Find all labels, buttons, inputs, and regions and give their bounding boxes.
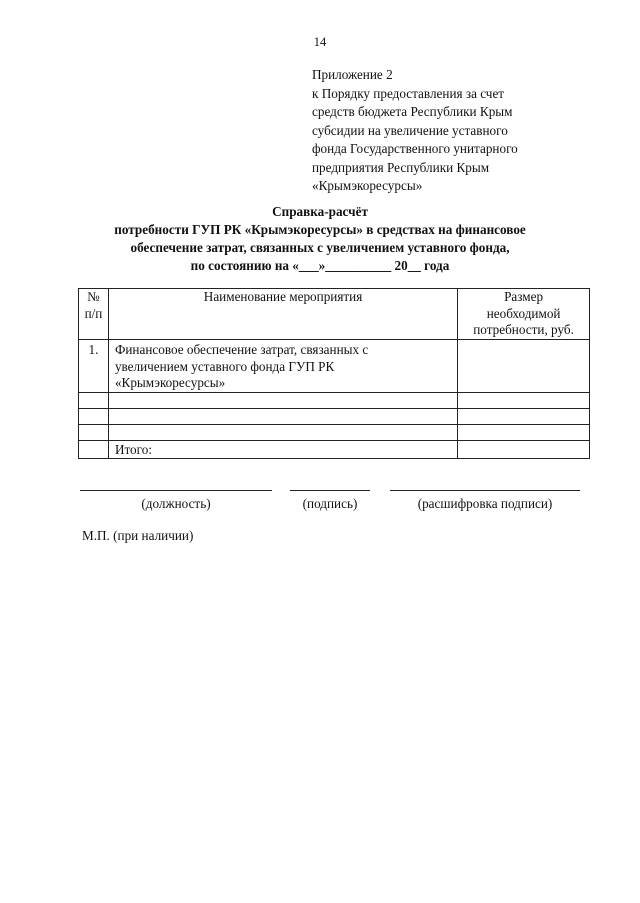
title-line: по состоянию на «___»__________ 20__ года: [190, 258, 450, 273]
table-row-empty: [79, 392, 590, 408]
row-amount: [458, 340, 590, 393]
total-label: Итого:: [114, 441, 152, 457]
appendix-line: к Порядку предоставления за счет: [312, 85, 505, 101]
empty-cell: [79, 440, 109, 459]
table-row-empty: [79, 424, 590, 440]
empty-cell: [458, 392, 590, 408]
appendix-line: «Крымэкоресурсы»: [312, 178, 423, 193]
signature-caption: (расшифровка подписи): [417, 496, 553, 511]
table-total-row: [79, 440, 590, 459]
appendix-line: средств бюджета Республики Крым: [312, 104, 513, 119]
signature-sign: [290, 490, 370, 512]
appendix-note: [312, 66, 612, 196]
empty-cell: [79, 408, 109, 424]
title-line: обеспечение затрат, связанных с увеличением уставного фонда,: [130, 240, 510, 255]
table-header-row: [79, 289, 590, 340]
header-number-line: №: [87, 289, 100, 304]
header-amount: [458, 289, 590, 340]
table-row: [79, 340, 590, 393]
header-amount-line: необходимой: [486, 305, 561, 321]
row-name-line: Финансовое обеспечение затрат, связанных с: [114, 342, 369, 357]
appendix-line: Приложение 2: [312, 67, 393, 82]
empty-cell: [79, 424, 109, 440]
document-title: [0, 203, 640, 275]
empty-cell: [79, 392, 109, 408]
empty-cell: [458, 408, 590, 424]
appendix-line: предприятия Республики Крым: [312, 159, 490, 175]
signature-caption: (должность): [141, 496, 211, 511]
header-number-line: п/п: [84, 305, 103, 321]
signature-line: [290, 490, 370, 491]
row-name: [108, 340, 457, 393]
calculation-table: [78, 288, 590, 459]
total-label-cell: [108, 440, 457, 459]
signature-line: [390, 490, 580, 491]
appendix-line: фонда Государственного унитарного: [312, 141, 518, 156]
header-number: [79, 289, 109, 340]
row-name-text: [109, 340, 457, 392]
row-number: [79, 340, 109, 393]
signature-position: [80, 490, 272, 512]
page-number: 14: [313, 35, 327, 49]
table-row-empty: [79, 408, 590, 424]
row-name-line: «Крымэкоресурсы»: [114, 375, 226, 390]
title-heading: Справка-расчёт: [272, 204, 368, 219]
header-amount-line: Размер: [504, 289, 544, 304]
empty-cell: [108, 424, 457, 440]
appendix-line: субсидии на увеличение уставного: [312, 122, 508, 138]
total-amount: [458, 440, 590, 459]
row-number-text: 1.: [88, 342, 99, 357]
signature-decoding: [390, 490, 580, 512]
empty-cell: [108, 408, 457, 424]
empty-cell: [108, 392, 457, 408]
header-name: Наименование мероприятия: [108, 289, 457, 340]
seal-note: М.П. (при наличии): [82, 528, 194, 543]
title-line: потребности ГУП РК «Крымэкоресурсы» в средствах на финансовое: [114, 222, 526, 237]
header-amount-line: потребности, руб.: [473, 322, 574, 337]
row-name-line: увеличением уставного фонда ГУП РК: [114, 358, 335, 374]
signature-caption: (подпись): [302, 496, 358, 511]
signature-line: [80, 490, 272, 491]
empty-cell: [458, 424, 590, 440]
